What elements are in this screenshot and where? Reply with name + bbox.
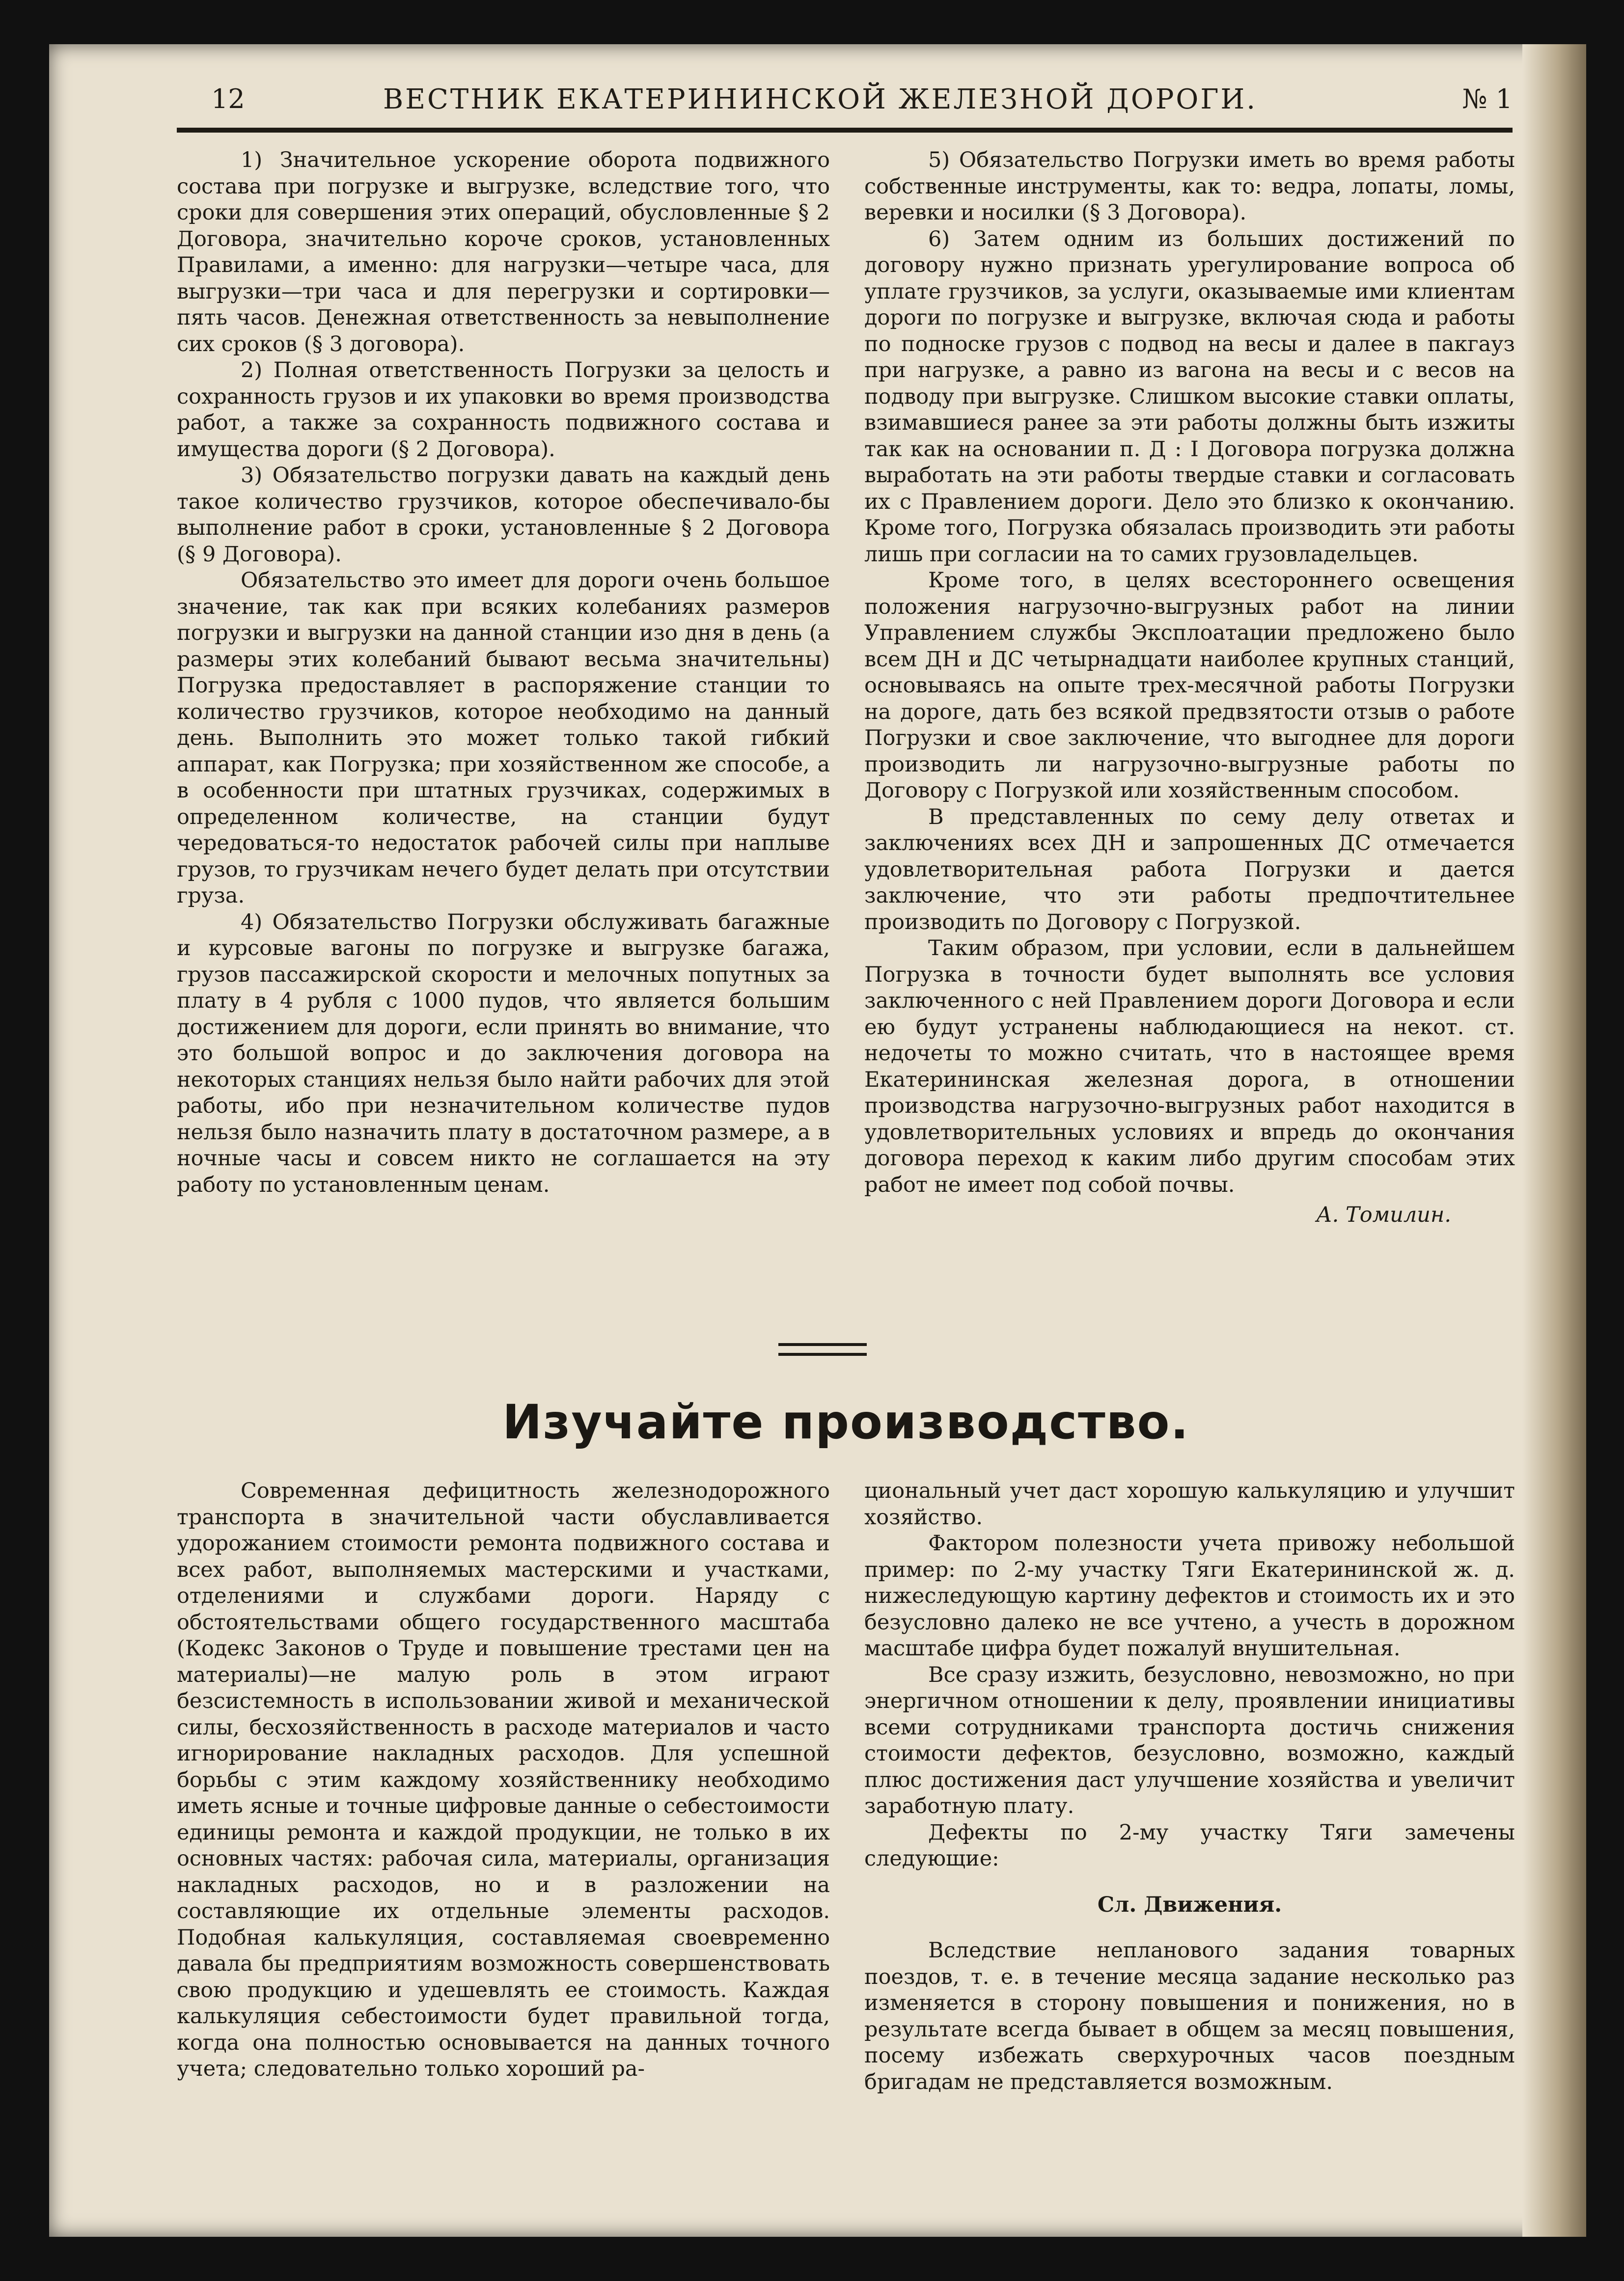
journal-title: ВЕСТНИК ЕКАТЕРИНИНСКОЙ ЖЕЛЕЗНОЙ ДОРОГИ. [383,83,1258,115]
paragraph: 5) Обязательство Погрузки иметь во время работы собственные инструменты, как то: ведра, лопаты, ломы, веревки и носилки (§ 3 Договора). [864,148,1515,225]
article1-left-column [177,147,830,1198]
paragraph: В представленных по сему делу ответах и заключениях всех ДН и запрошенных ДС отмечается удовлетворительная работа Погрузки и дается заключение, что эти работы предпочтительнее производить по Договору с Погрузкой. [864,804,1515,934]
paragraph: 6) Затем одним из больших достижений по договору нужно признать урегулирование вопроса об уплате грузчиков, за услуги, оказываемые ими клиентам дороги по погрузке и выгрузке, включая сюда и работы по подноске грузов с подвод на весы и далее в пакгауз при нагрузке, а равно из вагона на весы и с весов на подводу при выгрузке. Слишком высокие ставки оплаты, взимавшиеся ранее за эти работы должны быть изжиты так как на основании п. Д : I Договора погрузка должна выработать на эти работы твердые ставки и согласовать их с Правлением дороги. Дело это близко к окончанию. Кроме того, Погрузка обязалась производить эти работы лишь при согласии на то самих грузовладельцев. [864,226,1515,567]
paragraph: циональный учет даст хорошую калькуляцию и улучшит хозяйство. [864,1479,1515,1530]
header-rule [177,128,1513,133]
paragraph: Все сразу изжить, безусловно, невозможно, но при энергичном отношении к делу, проявлении инициативы всеми сотрудниками транспорта достичь снижения стоимости дефектов, безусловно, возможно, каждый плюс достижения даст улучшение хозяйства и увеличит заработную плату. [864,1662,1515,1818]
paragraph: Вследствие непланового задания товарных поездов, т. е. в течение месяца задание несколько раз изменяется в сторону повышения и понижения, но в результате всегда бывает в общем за месяц повышения, посему избежать сверхурочных часов поездным бригадам не представляется возможным. [864,1938,1515,2094]
paragraph: 2) Полная ответственность Погрузки за целость и сохранность грузов и их упаковки во время производства работ, а также за сохранность подвижного состава и имущества дороги (§ 2 Договора). [177,358,830,462]
paragraph: Фактором полезности учета привожу небольшой пример: по 2-му участку Тяги Екатерининской ж. д. нижеследующую картину дефектов и стоимость их и это безусловно далеко не все учтено, а учесть в дорожном масштабе цифра будет пожалуй внушительная. [864,1531,1515,1661]
paragraph: Дефекты по 2-му участку Тяги замечены следующие: [864,1820,1515,1871]
paragraph: 1) Значительное ускорение оборота подвижного состава при погрузке и выгрузке, вследствие того, что сроки для совершения этих операций, обусловленные § 2 Договора, значительно короче сроков, установленных Правилами, а именно: для нагрузки—четыре часа, для выгрузки—три часа и для перегрузки и сортировки—пять часов. Денежная ответственность за невыполнение сих сроков (§ 3 договора). [177,148,830,357]
author-signature: А. Томилин. [1316,1203,1451,1227]
issue-number: № 1 [1462,83,1513,114]
page-spine-shadow [1522,44,1586,2237]
paragraph: Современная дефицитность железнодорожного транспорта в значительной части обуславливается удорожанием стоимости ремонта подвижного состава и всех работ, выполняемых мастерскими и участками, отделениями и службами дороги. Наряду с обстоятельствами общего государственного масштаба (Кодекс Законов о Труде и повышение трестами цен на материалы)—не малую роль в этом играют безсистемность в использовании живой и механической силы, бесхозяйственность в расходе материалов и часто игнорирование накладных расходов. Для успешной борьбы с этим каждому хозяйственнику необходимо иметь ясные и точные цифровые данные о себестоимости единицы ремонта и каждой продукции, не только в их основных частях: рабочая сила, материалы, организация накладных расходов, но и в разложении на составляющие их отдельные элементы расходов. Подобная калькуляция, составляемая своевременно давала бы предприятиям возможность совершенствовать свою продукцию и удешевлять ее стоимость. Каждая калькуляция себестоимости будет правильной тогда, когда она полностью основывается на данных точного учета; следовательно только хороший ра- [177,1479,830,2081]
subheading: Сл. Движения. [1097,1892,1282,1917]
article1-right-column [864,147,1515,1229]
paragraph: Таким образом, при условии, если в дальнейшем Погрузка в точности будет выполнять все условия заключенного с ней Правлением дороги Договора и если ею будут устранены наблюдающиеся на некот. ст. недочеты то можно считать, что в настоящее время Екатерининская железная дорога, в отношении производства нагрузочно-выгрузных работ находится в удовлетворительных условиях и впредь до окончания договора переход к каким либо другим способам этих работ не имеет под собой почвы. [864,936,1515,1197]
article2-left-column [177,1478,830,2083]
paragraph: 4) Обязательство Погрузки обслуживать багажные и курсовые вагоны по погрузке и выгрузке багажа, грузов пассажирской скорости и мелочных попутных за плату в 4 рубля с 1000 пудов, что является большим достижением для дороги, если принять во внимание, что это большой вопрос и до заключения договора на некоторых станциях нельзя было найти рабочих для этой работы, ибо при незначительном количестве пудов нельзя было назначить плату в достаточном размере, а в ночные часы и совсем никто не соглашается на эту работу по установленным ценам. [177,909,830,1197]
paragraph: Обязательство это имеет для дороги очень большое значение, так как при всяких колебаниях размеров погрузки и выгрузки на данной станции изо дня в день (а размеры этих колебаний бывают весьма значительны) Погрузка предоставляет в распоряжение станции то количество грузчиков, которое необходимо на данный день. Выполнить это может только такой гибкий аппарат, как Погрузка; при хозяйственном же способе, а в особенности при штатных грузчиках, содержимых в определенном количестве, на станции будут чередоваться-то недостаток рабочей силы при наплыве грузов, то грузчикам нечего будет делать при отсутствии груза. [177,568,830,908]
page-number: 12 [211,83,245,114]
section-divider-top [778,1343,867,1346]
paragraph: Кроме того, в целях всестороннего освещения положения нагрузочно-выгрузных работ на линии Управлением службы Эксплоатации предложено было всем ДН и ДС четырнадцати наиболее крупных станций, основываясь на опыте трех-месячной работы Погрузки на дороге, дать без всякой предвзятости отзыв о работе Погрузки и свое заключение, что выгоднее для дороги производить ли нагрузочно-выгрузные работы по Договору с Погрузкой или хозяйственным способом. [864,568,1515,803]
paragraph: 3) Обязательство погрузки давать на каждый день такое количество грузчиков, которое обеспечивало-бы выполнение работ в сроки, установленные § 2 Договора (§ 9 Договора). [177,463,830,567]
article2-right-column [864,1478,1515,2095]
article-title: Изучайте производство. [502,1395,1189,1450]
page-header [128,83,1513,128]
section-divider-bottom [778,1353,867,1356]
